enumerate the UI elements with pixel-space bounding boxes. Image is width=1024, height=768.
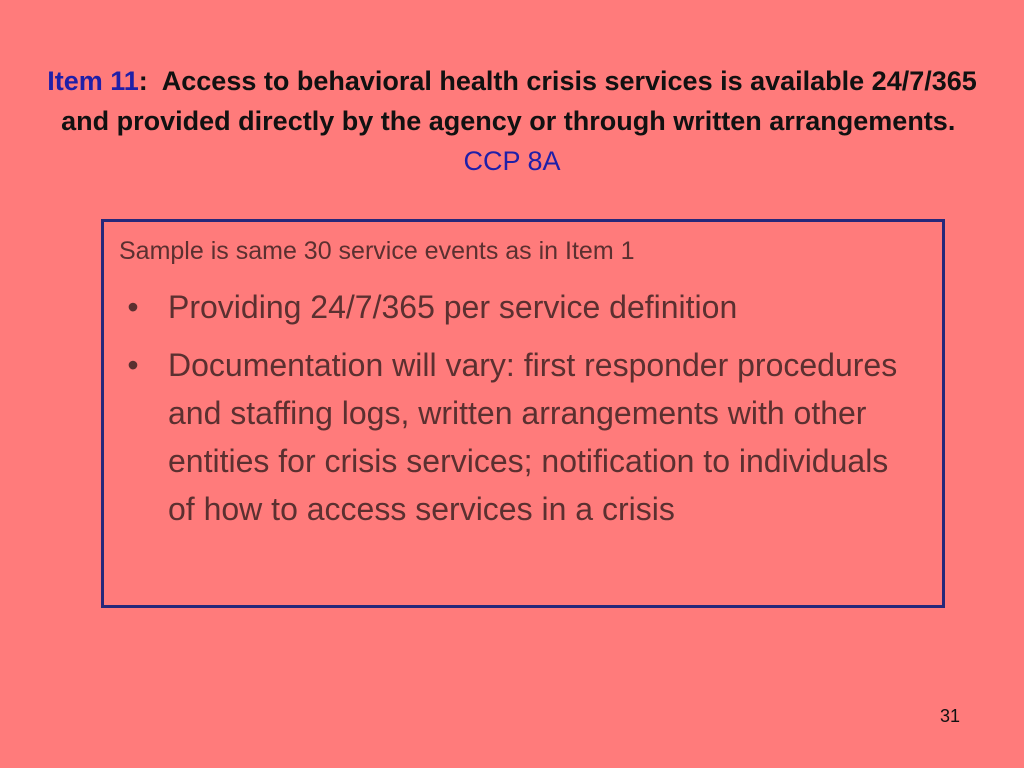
title-item-label: Item 11	[47, 66, 139, 96]
bullet-list	[104, 283, 942, 543]
bullet-item	[104, 283, 942, 331]
slide-title	[40, 61, 984, 181]
page-number: 31	[939, 706, 960, 726]
bullet-text: Providing 24/7/365 per service definition	[168, 289, 738, 325]
title-colon: :	[138, 66, 148, 96]
bullet-text: Documentation will vary: first responder procedures and staffing logs, written arrangements with other entities for crisis services; notification to individuals of how to access services in a crisis	[168, 347, 898, 527]
bullet-item	[104, 341, 942, 533]
content-box	[101, 219, 945, 608]
intro-text: Sample is same 30 service events as in Item 1	[119, 237, 635, 265]
title-text: Access to behavioral health crisis services is available 24/7/365 and provided directly by the agency or through written arrangements.	[61, 66, 977, 136]
title-reference: CCP 8A	[463, 146, 561, 176]
bullet-icon: •	[127, 347, 139, 383]
bullet-icon: •	[127, 289, 139, 325]
